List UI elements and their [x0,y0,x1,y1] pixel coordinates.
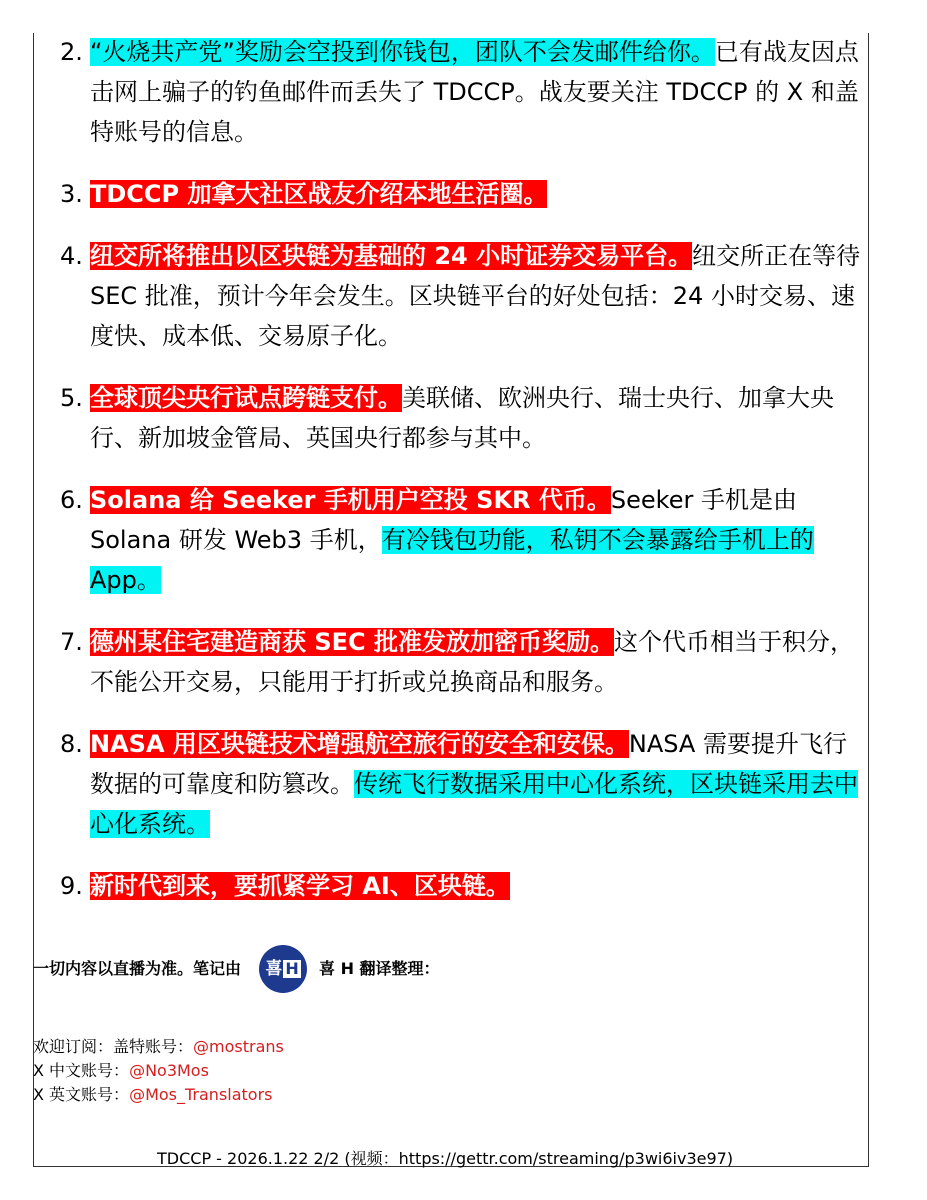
headline-text: 全球顶尖央行试点跨链支付。 [90,384,402,412]
x-english-handle-link[interactable]: @Mos_Translators [129,1085,273,1104]
subscribe-line [33,1083,440,1107]
highlight-text: 有冷钱包功能，私钥不会暴露给手机上的 App。 [90,526,814,594]
headline-text: 新时代到来，要抓紧学习 AI、区块链。 [90,872,510,900]
headline-text: 德州某住宅建造商获 SEC 批准发放加密币奖励。 [90,628,615,656]
notes-section [33,945,440,1107]
list-item [60,724,865,844]
body-text: 已有战友因点击网上骗子的钓鱼邮件而丢失了 TDCCP。战友要关注 TDCCP 的 X 和盖特账号的信息。 [90,38,859,146]
credit-lead: 一切内容以直播为准。笔记由 [33,959,242,978]
subscribe-line [33,1035,440,1059]
item-body [90,724,865,844]
page-footer: TDCCP - 2026.1.22 2/2 (视频：https://gettr.com/streaming/p3wi6iv3e97) [157,1149,734,1168]
news-list [60,32,865,928]
body-text: 纽交所正在等待 SEC 批准，预计今年会发生。区块链平台的好处包括：24 小时交易、速度快、成本低、交易原子化。 [90,242,861,350]
subscribe-label: X 英文账号： [33,1085,130,1104]
item-number: 9. [60,872,83,900]
item-number: 3. [60,180,83,208]
credit-tail: 喜 H 翻译整理： [319,959,440,978]
gettr-handle-link[interactable]: @mostrans [193,1037,284,1056]
subscribe-label: 欢迎订阅：盖特账号： [33,1037,194,1056]
list-item [60,32,865,152]
highlight-text: “火烧共产党”奖励会空投到你钱包，团队不会发邮件给你。 [90,38,715,66]
item-number: 6. [60,486,83,514]
list-item [60,236,865,356]
highlight-text: 传统飞行数据采用中心化系统，区块链采用去中心化系统。 [90,770,858,838]
item-number: 4. [60,242,83,270]
body-text: 美联储、欧洲央行、瑞士央行、加拿大央行、新加坡金管局、英国央行都参与其中。 [90,384,834,452]
item-body [90,236,865,356]
subscribe-line [33,1059,440,1083]
list-item [60,622,865,702]
body-text: 这个代币相当于积分，不能公开交易，只能用于打折或兑换商品和服务。 [90,628,855,696]
headline-text: NASA 用区块链技术增强航空旅行的安全和安保。 [90,730,629,758]
logo-h: H [285,959,299,978]
logo-xi: 喜 [265,959,283,979]
body-text: NASA 需要提升飞行数据的可靠度和防篡改。 [90,730,847,798]
headline-text: Solana 给 Seeker 手机用户空投 SKR 代币。 [90,486,611,514]
item-body [90,866,865,906]
item-body [90,174,865,214]
list-item [60,480,865,600]
subscribe-label: X 中文账号： [33,1061,130,1080]
list-item [60,866,865,906]
headline-text: TDCCP 加拿大社区战友介绍本地生活圈。 [90,180,548,208]
list-item [60,378,865,458]
subscribe-block [33,1035,440,1107]
item-body [90,378,865,458]
item-body [90,622,865,702]
x-chinese-handle-link[interactable]: @No3Mos [129,1061,209,1080]
item-number: 2. [60,38,83,66]
item-body [90,480,865,600]
body-text: Seeker 手机是由 Solana 研发 Web3 手机， [90,486,797,554]
headline-text: 纽交所将推出以区块链为基础的 24 小时证券交易平台。 [90,242,693,270]
item-number: 7. [60,628,83,656]
item-body [90,32,865,152]
credit-line [33,945,440,993]
item-number: 8. [60,730,83,758]
xi-h-logo [259,945,307,993]
item-number: 5. [60,384,83,412]
list-item [60,174,865,214]
